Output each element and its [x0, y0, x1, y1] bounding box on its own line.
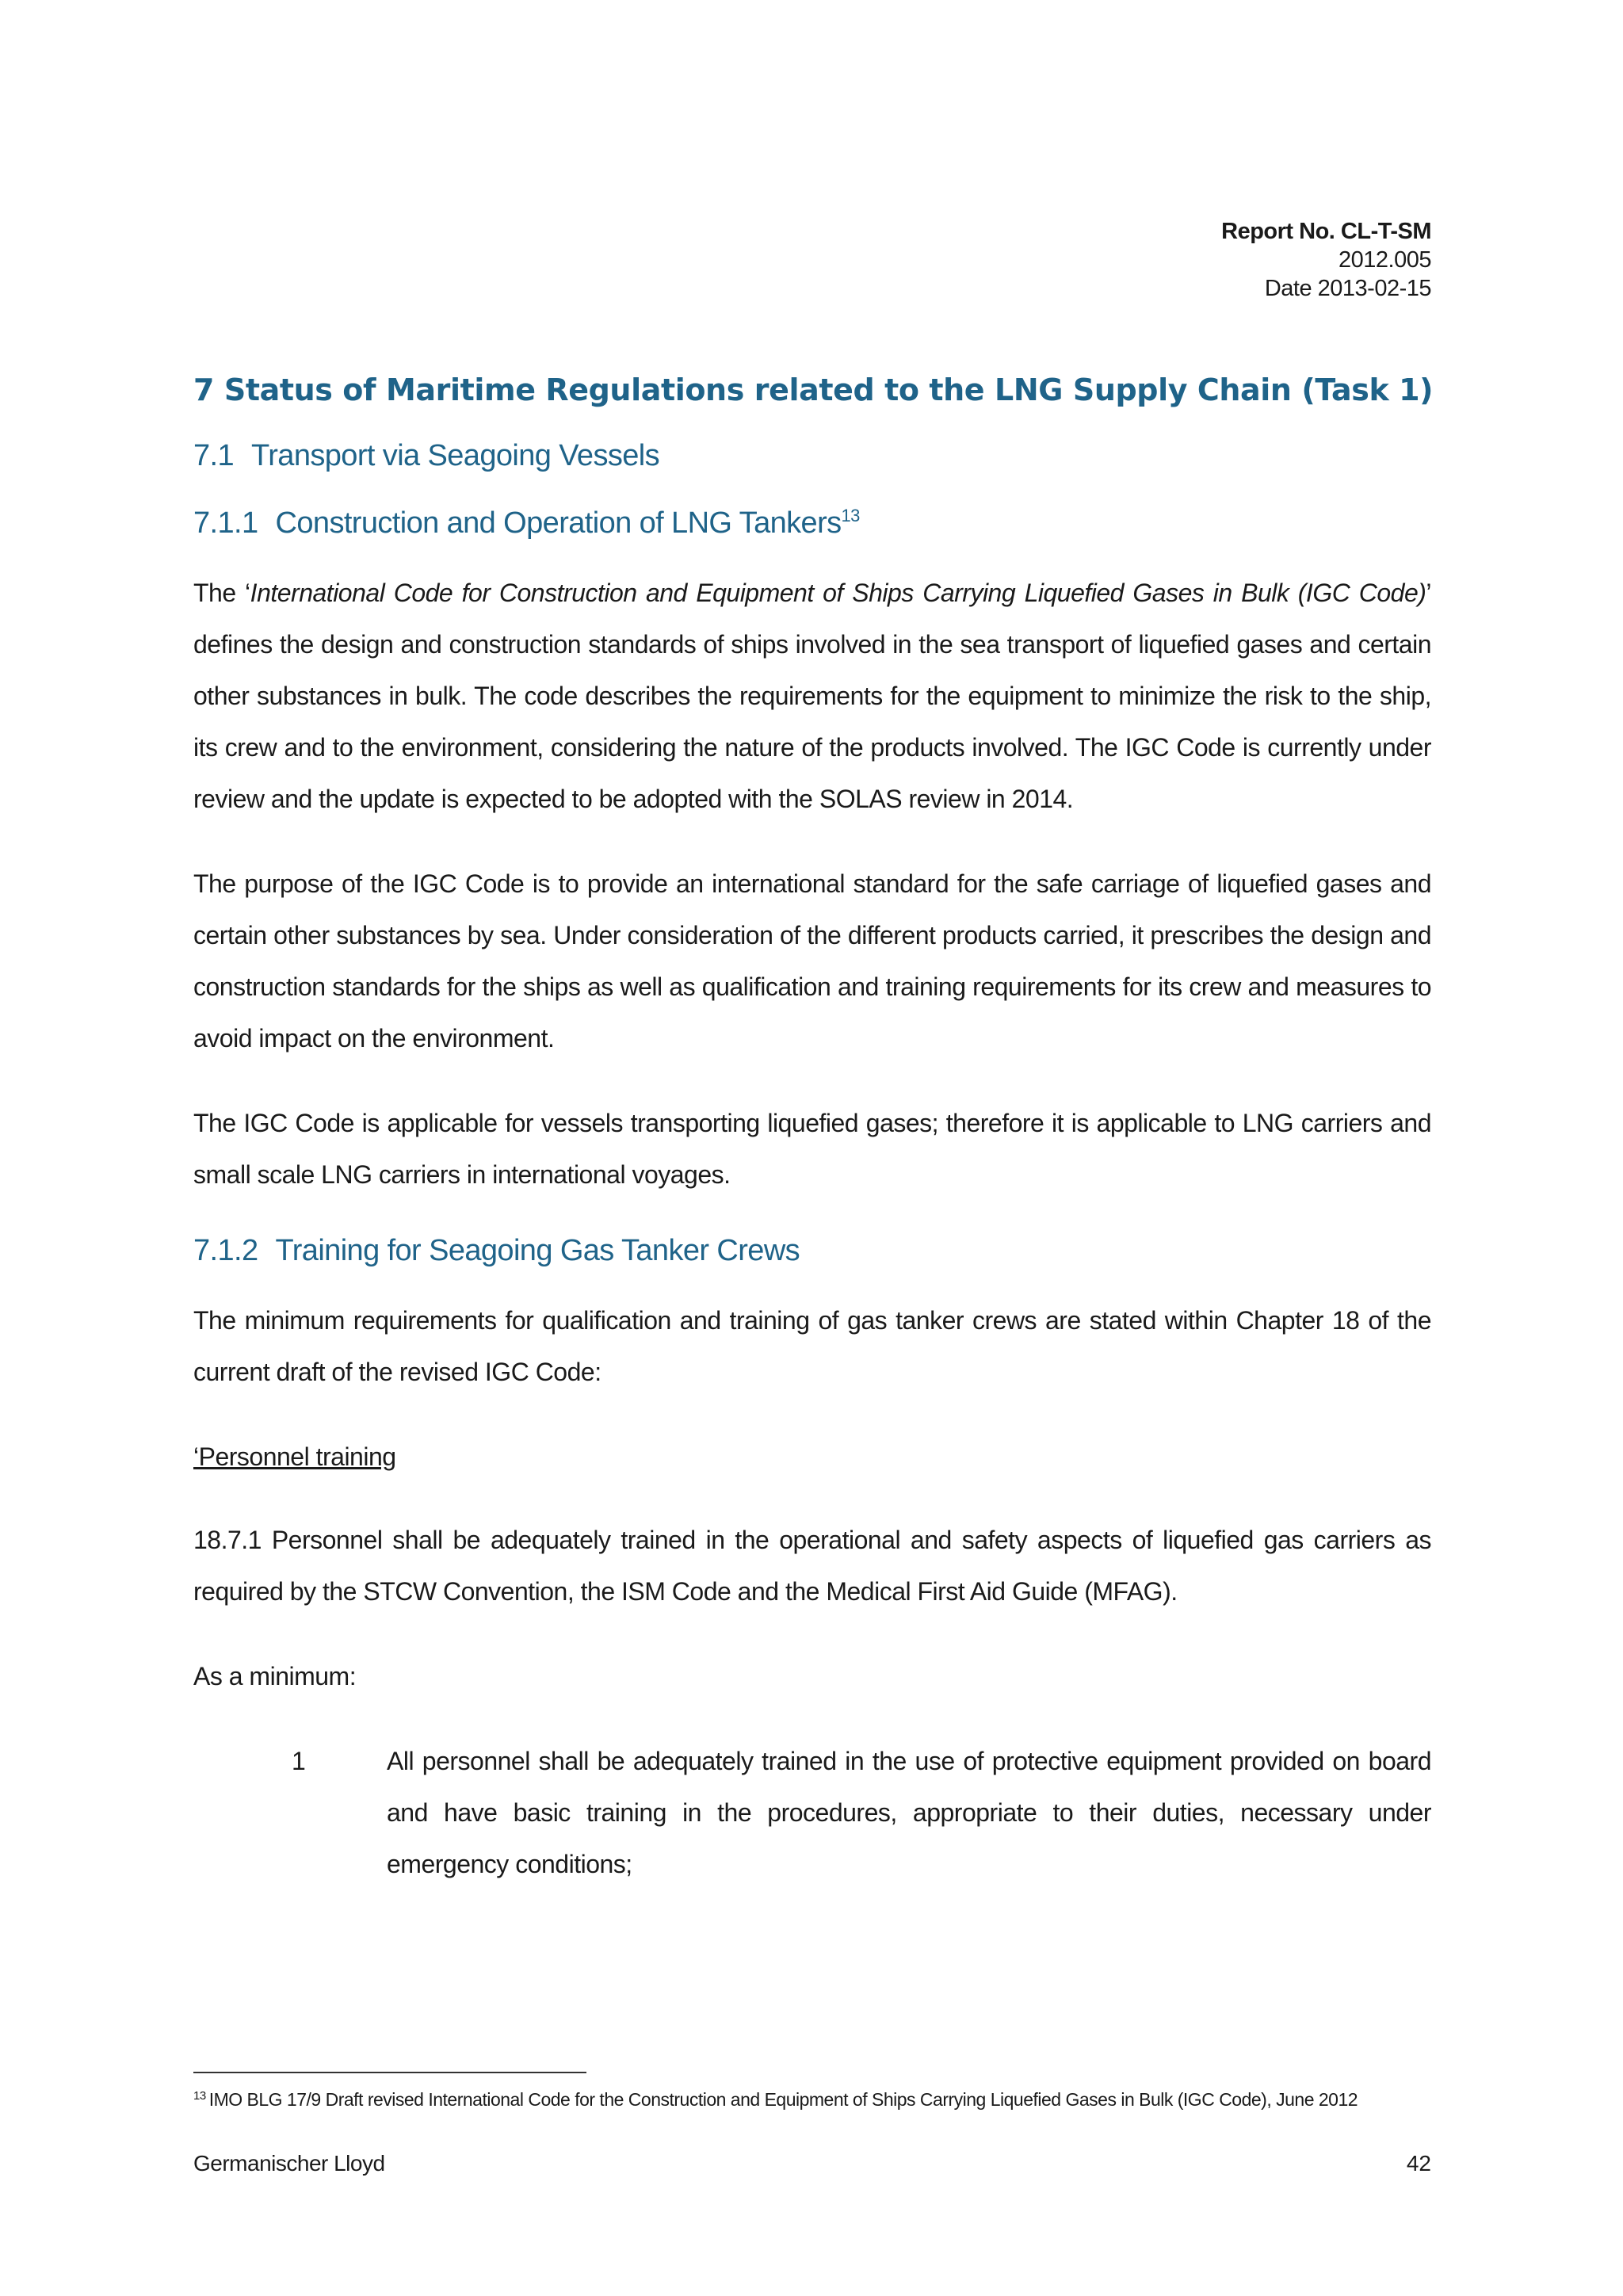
page-number: 42	[1406, 2151, 1431, 2176]
subsection-number: 7.1.1	[193, 506, 258, 540]
quote-heading-personnel-training	[193, 1431, 1431, 1483]
paragraph-lead: The ‘	[193, 579, 250, 607]
report-date: Date 2013-02-15	[1264, 276, 1431, 301]
section-number: 7.1	[193, 439, 235, 472]
report-number: Report No. CL-T-SM	[1221, 219, 1431, 244]
paragraph-igc-applicability: The IGC Code is applicable for vessels transporting liquefied gases; therefore it is applicable to LNG carriers and small scale LNG carriers in international voyages.	[193, 1109, 1431, 1189]
footnote-number: 13	[193, 2089, 206, 2103]
paragraph-rest: ’ defines the design and construction standards of ships involved in the sea transport of liquefied gases and certain other substances in bulk. The code describes the requirements for the equipment to minimize the risk to the ship, its crew and to the environment, considering the nature of the products involved. The IGC Code is currently under review and the update is expected to be adopted with the SOLAS review in 2014.	[193, 579, 1432, 813]
subsection-heading-7-1-2	[193, 1234, 1431, 1268]
footnote	[193, 2089, 1358, 2111]
footnote-divider	[193, 2072, 586, 2073]
paragraph-training-requirements: The minimum requirements for qualification and training of gas tanker crews are stated within Chapter 18 of the current draft of the revised IGC Code:	[193, 1306, 1431, 1386]
section-heading-7-1	[193, 439, 1431, 473]
subsection-title: Training for Seagoing Gas Tanker Crews	[275, 1234, 800, 1267]
paragraph-as-a-minimum: As a minimum:	[193, 1662, 357, 1690]
report-header	[1221, 217, 1431, 303]
footnote-text: IMO BLG 17/9 Draft revised International Code for the Construction and Equipment of Ships Carrying Liquefied Gases in Bulk (IGC Code), June 2012	[208, 2089, 1358, 2110]
footnote-reference: 13	[841, 506, 860, 525]
list-item-number: 1	[292, 1747, 306, 1775]
footer-company: Germanischer Lloyd	[193, 2151, 385, 2176]
igc-code-title: International Code for Construction and Equipment of Ships Carrying Liquefied Gases in Bulk (IGC Code)	[250, 579, 1426, 607]
section-title: Transport via Seagoing Vessels	[251, 439, 660, 472]
paragraph-18-7-1: 18.7.1 Personnel shall be adequately trained in the operational and safety aspects of liquefied gas carriers as required by the STCW Convention, the ISM Code and the Medical First Aid Guide (MFAG).	[193, 1526, 1431, 1606]
paragraph-igc-definition	[193, 567, 1431, 825]
subsection-number: 7.1.2	[193, 1234, 258, 1267]
list-item-text: All personnel shall be adequately trained in the use of protective equipment provided on board and have basic training in the procedures, appropriate to their duties, necessary under emergency conditions;	[387, 1747, 1431, 1878]
report-id: 2012.005	[1338, 247, 1431, 273]
personnel-training-label: ‘Personnel training	[193, 1442, 396, 1471]
subsection-heading-7-1-1	[193, 506, 1431, 541]
subsection-title: Construction and Operation of LNG Tankers	[275, 506, 842, 540]
list-item	[193, 1736, 1431, 1890]
paragraph-igc-purpose: The purpose of the IGC Code is to provide an international standard for the safe carriage of liquefied gases and certain other substances by sea. Under consideration of the different products carried, it prescribes the design and construction standards for the ships as well as qualification and training requirements for its crew and measures to avoid impact on the environment.	[193, 869, 1431, 1052]
main-content	[193, 372, 1434, 1890]
chapter-title: 7 Status of Maritime Regulations related to the LNG Supply Chain (Task 1)	[193, 372, 1434, 407]
